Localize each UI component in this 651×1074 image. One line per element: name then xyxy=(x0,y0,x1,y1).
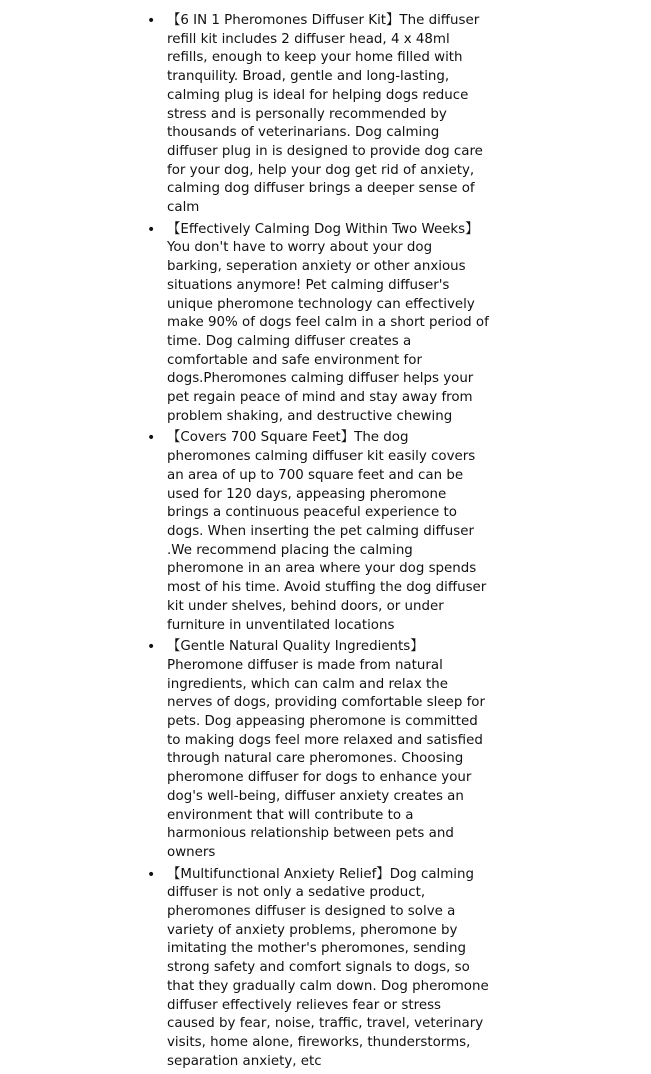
bullet-text: 【6 IN 1 Pheromones Diffuser Kit】The diffuser refill kit includes 2 diffuser head, 4 x 48ml refills, enough to keep your home filled with tranquility. Broad, gentle and long-lasting, calming plug is ideal for helping dogs reduce stress and is personally recommended by thousands of veterinarians. Dog calming diffuser plug in is designed to provide dog care for your dog, help your dog get rid of anxiety, calming dog diffuser brings a deeper sense of calm xyxy=(167,13,483,216)
bullet-marker: • xyxy=(147,430,156,447)
bullet-item-anxiety-relief xyxy=(0,866,489,1072)
bullet-text: 【Covers 700 Square Feet】The dog pheromones calming diffuser kit easily covers an area of up to 700 square feet and can be used for 120 days, appeasing pheromone brings a continuous peaceful experience to dogs. When inserting the pet calming diffuser .We recommend placing the calming pheromone in an area where your dog spends most of his time. Avoid stuffing the dog diffuser kit under shelves, behind doors, or under furniture in unventilated locations xyxy=(167,430,487,633)
bullet-marker: • xyxy=(147,13,156,29)
bullet-text: 【Gentle Natural Quality Ingredients】Pheromone diffuser is made from natural ingredients, which can calm and relax the nerves of dogs, providing comfortable sleep for pets. Dog appeasing pheromone is committed to making dogs feel more relaxed and satisfied through natural care pheromones. Choosing pheromone diffuser for dogs to enhance your dog's well-being, diffuser anxiety creates an environment that will contribute to a harmonious relationship between pets and owners xyxy=(167,639,486,860)
bullet-text: 【Multifunctional Anxiety Relief】Dog calming diffuser is not only a sedative product, pheromones diffuser is designed to solve a variety of anxiety problems, pheromone by imitating the mother's pheromones, sending strong safety and comfort signals to dogs, so that they gradually calm down. Dog pheromone diffuser effectively relieves fear or stress caused by fear, noise, traffic, travel, veterinary visits, home alone, fireworks, thunderstorms, separation anxiety, etc xyxy=(167,866,489,1069)
bullet-item-calming-two-weeks xyxy=(0,221,489,427)
bullet-item-diffuser-kit xyxy=(0,12,489,218)
feature-bullet-list xyxy=(0,12,651,1074)
bullet-text: 【Effectively Calming Dog Within Two Weeks】You don't have to worry about your dog barking, seperation anxiety or other anxious situations anymore! Pet calming diffuser's unique pheromone technology can effectively make 90% of dogs feel calm in a short period of time. Dog calming diffuser creates a comfortable and safe environment for dogs.Pheromones calming diffuser helps your pet regain peace of mind and stay away from problem shaking, and destructive chewing xyxy=(167,221,489,424)
bullet-item-coverage xyxy=(0,429,489,635)
bullet-marker: • xyxy=(147,221,156,238)
bullet-marker: • xyxy=(147,866,156,883)
bullet-item-ingredients xyxy=(0,638,489,862)
bullet-marker: • xyxy=(147,639,156,656)
